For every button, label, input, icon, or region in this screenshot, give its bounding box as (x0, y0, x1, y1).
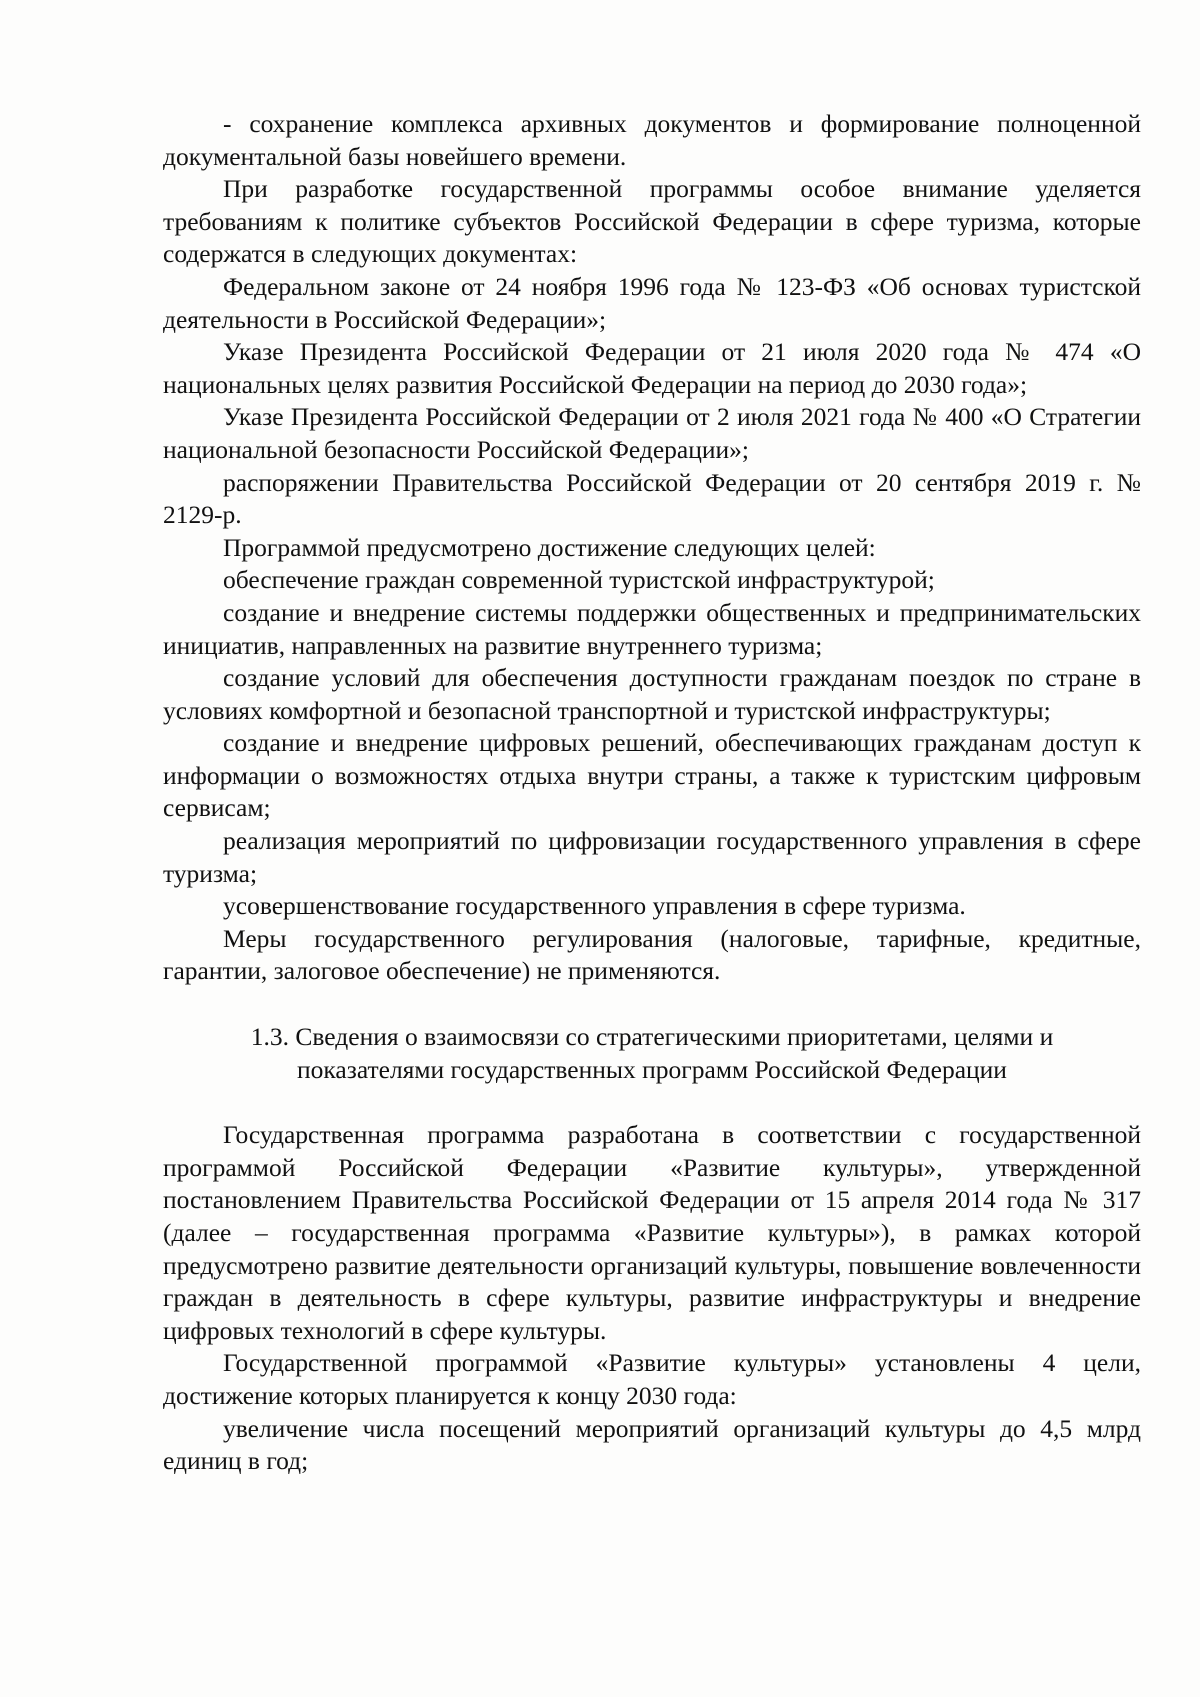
section-heading (163, 1021, 1141, 1086)
document-body (163, 108, 1141, 1478)
paragraph: Указе Президента Российской Федерации от 2 июля 2021 года № 400 «О Стратегии национальной безопасности Российской Федерации»; (163, 402, 1141, 464)
paragraph: Указе Президента Российской Федерации от 21 июля 2020 года № 474 «О национальных целях развития Российской Федерации на период до 2030 года»; (163, 337, 1141, 399)
paragraph: создание условий для обеспечения доступности гражданам поездок по стране в условиях комфортной и безопасной транспортной и туристской инфраструктуры; (163, 663, 1141, 725)
paragraph: При разработке государственной программы особое внимание уделяется требованиям к политике субъектов Российской Федерации в сфере туризма, которые содержатся в следующих документах: (163, 174, 1141, 269)
paragraph: создание и внедрение системы поддержки общественных и предпринимательских инициатив, направленных на развитие внутреннего туризма; (163, 597, 1141, 660)
paragraph: реализация мероприятий по цифровизации государственного управления в сфере туризма; (163, 826, 1141, 888)
paragraph: Меры государственного регулирования (налоговые, тарифные, кредитные, гарантии, залоговое обеспечение) не применяются. (163, 923, 1141, 986)
paragraph: увеличение числа посещений мероприятий организаций культуры до 4,5 млрд единиц в год; (163, 1413, 1141, 1476)
paragraph: Федеральном законе от 24 ноября 1996 года № 123-ФЗ «Об основах туристской деятельности в Российской Федерации»; (163, 271, 1141, 334)
section-heading-line: показателями государственных программ Российской Федерации (297, 1054, 1007, 1084)
paragraph: обеспечение граждан современной туристской инфраструктурой; (223, 565, 935, 595)
paragraph: Программой предусмотрено достижение следующих целей: (223, 532, 876, 562)
section-heading-line: 1.3. Сведения о взаимосвязи со стратегическими приоритетами, целями и (250, 1022, 1054, 1052)
paragraph: Государственная программа разработана в соответствии с государственной программой Российской Федерации «Развитие культуры», утвержденной постановлением Правительства Российской Федерации от 15 апреля 2014 года № 317 (далее – государственная программа «Развитие культуры»), в рамках которой предусмотрено развитие деятельности организаций культуры, повышение вовлеченности граждан в деятельность в сфере культуры, развитие инфраструктуры и внедрение цифровых технологий в сфере культуры. (163, 1120, 1141, 1345)
paragraph: Государственной программой «Развитие культуры» установлены 4 цели, достижение которых планируется к концу 2030 года: (163, 1348, 1141, 1410)
paragraph: - сохранение комплекса архивных документов и формирование полноценной документальной базы новейшего времени. (163, 109, 1141, 171)
paragraph: усовершенствование государственного управления в сфере туризма. (223, 891, 966, 921)
paragraph: создание и внедрение цифровых решений, обеспечивающих гражданам доступ к информации о возможностях отдыха внутри страны, а также к туристским цифровым сервисам; (163, 728, 1141, 823)
paragraph: распоряжении Правительства Российской Федерации от 20 сентября 2019 г. № 2129-р. (163, 467, 1141, 530)
